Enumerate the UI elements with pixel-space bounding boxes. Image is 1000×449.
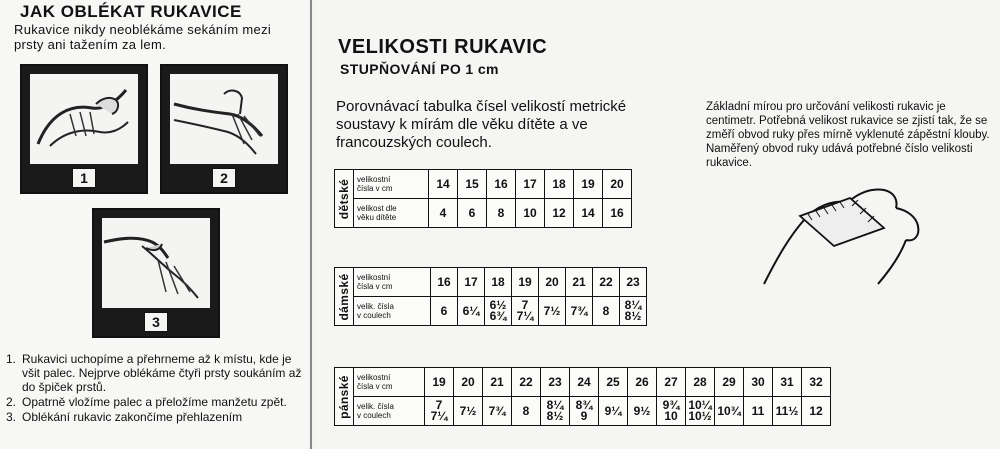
table-group-label: dětské (335, 170, 354, 228)
table-cell: 8 (593, 297, 620, 326)
table-cell: 7 7¼ (512, 297, 539, 326)
illustration-number: 3 (144, 312, 168, 332)
table-cell: 8¾ 9 (570, 397, 599, 426)
table-cell: 26 (628, 368, 657, 397)
row-label: velikostní čísla v cm (354, 268, 431, 297)
table-cell: 10 (516, 199, 545, 228)
table-cell: 11 (744, 397, 773, 426)
table-cell: 9½ (628, 397, 657, 426)
table-cell: 6 (458, 199, 487, 228)
table-cell: 22 (512, 368, 541, 397)
table-group-label: pánské (335, 368, 354, 426)
table-cell: 22 (593, 268, 620, 297)
row-label: velik. čísla v coulech (354, 397, 425, 426)
table-cell: 7 7¼ (425, 397, 454, 426)
table-cell: 10¼ 10½ (686, 397, 715, 426)
illustration-number: 2 (212, 168, 236, 188)
table-cell: 21 (566, 268, 593, 297)
row-label: velikost dle věku dítěte (354, 199, 429, 228)
instructions-steps (6, 352, 304, 425)
table-cell: 16 (487, 170, 516, 199)
sizes-panel (314, 0, 1000, 449)
table-cell: 8¼ 8½ (620, 297, 647, 326)
table-cell: 25 (599, 368, 628, 397)
table-cell: 16 (431, 268, 458, 297)
step-item: 3. Oblékání rukavic zakončíme přehlazením (6, 410, 243, 424)
table-cell: 15 (458, 170, 487, 199)
table-cell: 19 (425, 368, 454, 397)
measuring-note: Základní mírou pro určování velikosti rukavic je centimetr. Potřebná velikost rukavice se zjistí tak, že se změří obvod ruky přes mírně vyklenuté zápěstní klouby. Naměřený obvod ruky udává potřebné číslo velikosti rukavice. (706, 101, 990, 169)
illustration-number: 1 (72, 168, 96, 188)
table-cell: 18 (545, 170, 574, 199)
table-cell: 6¼ (458, 297, 485, 326)
table-cell: 6 (431, 297, 458, 326)
table-cell: 20 (603, 170, 632, 199)
sizes-subtitle: STUPŇOVÁNÍ PO 1 cm (340, 61, 499, 77)
table-cell: 14 (574, 199, 603, 228)
table-cell: 12 (802, 397, 831, 426)
table-cell: 19 (512, 268, 539, 297)
illustration-1 (20, 64, 148, 194)
illustration-3 (92, 208, 220, 338)
table-cell: 18 (485, 268, 512, 297)
size-table-men (334, 367, 831, 426)
table-cell: 6½ 6¾ (485, 297, 512, 326)
table-cell: 8 (512, 397, 541, 426)
table-cell: 7¾ (566, 297, 593, 326)
table-cell: 4 (429, 199, 458, 228)
table-cell: 21 (483, 368, 512, 397)
table-cell: 7½ (539, 297, 566, 326)
row-label: velikostní čísla v cm (354, 368, 425, 397)
hand-illustration-icon (30, 74, 134, 162)
table-cell: 20 (454, 368, 483, 397)
row-label: velik. čísla v coulech (354, 297, 431, 326)
table-cell: 14 (429, 170, 458, 199)
table-cell: 9¾ 10 (657, 397, 686, 426)
table-cell: 8¼ 8½ (541, 397, 570, 426)
table-cell: 10¾ (715, 397, 744, 426)
step-item: 1. Rukavici uchopíme a přehrneme až k místu, kde je všit palec. Nejprve oblékáme čtyři prsty soukáním až do špiček prstů. (6, 352, 302, 394)
table-cell: 17 (458, 268, 485, 297)
table-cell: 31 (773, 368, 802, 397)
table-cell: 8 (487, 199, 516, 228)
sizes-title: VELIKOSTI RUKAVIC (338, 36, 548, 58)
illustration-2 (160, 64, 288, 194)
size-table-children (334, 169, 632, 228)
instructions-panel (0, 0, 308, 449)
table-cell: 32 (802, 368, 831, 397)
table-cell: 7¾ (483, 397, 512, 426)
table-cell: 30 (744, 368, 773, 397)
table-cell: 28 (686, 368, 715, 397)
hand-illustration-icon (170, 74, 274, 162)
table-cell: 23 (541, 368, 570, 397)
table-cell: 24 (570, 368, 599, 397)
row-label: velikostní čísla v cm (354, 170, 429, 199)
table-cell: 23 (620, 268, 647, 297)
fold-divider (310, 0, 312, 449)
hand-measuring-icon (760, 176, 930, 288)
size-table-women (334, 267, 647, 326)
table-cell: 29 (715, 368, 744, 397)
table-cell: 20 (539, 268, 566, 297)
table-group-label: dámské (335, 268, 354, 326)
table-cell: 27 (657, 368, 686, 397)
table-cell: 19 (574, 170, 603, 199)
table-cell: 12 (545, 199, 574, 228)
step-item: 2. Opatrně vložíme palec a přeložíme manžetu zpět. (6, 395, 287, 409)
table-cell: 11½ (773, 397, 802, 426)
table-cell: 9¼ (599, 397, 628, 426)
table-cell: 16 (603, 199, 632, 228)
sizes-description: Porovnávací tabulka čísel velikostí metrické soustavy k mírám dle věku dítěte a ve francouzských coulech. (336, 98, 627, 151)
table-cell: 7½ (454, 397, 483, 426)
instructions-intro: Rukavice nikdy neoblékáme sekáním mezi prsty ani tažením za lem. (14, 22, 272, 52)
instructions-title: JAK OBLÉKAT RUKAVICE (20, 2, 242, 21)
hand-illustration-icon (102, 218, 206, 306)
table-cell: 17 (516, 170, 545, 199)
